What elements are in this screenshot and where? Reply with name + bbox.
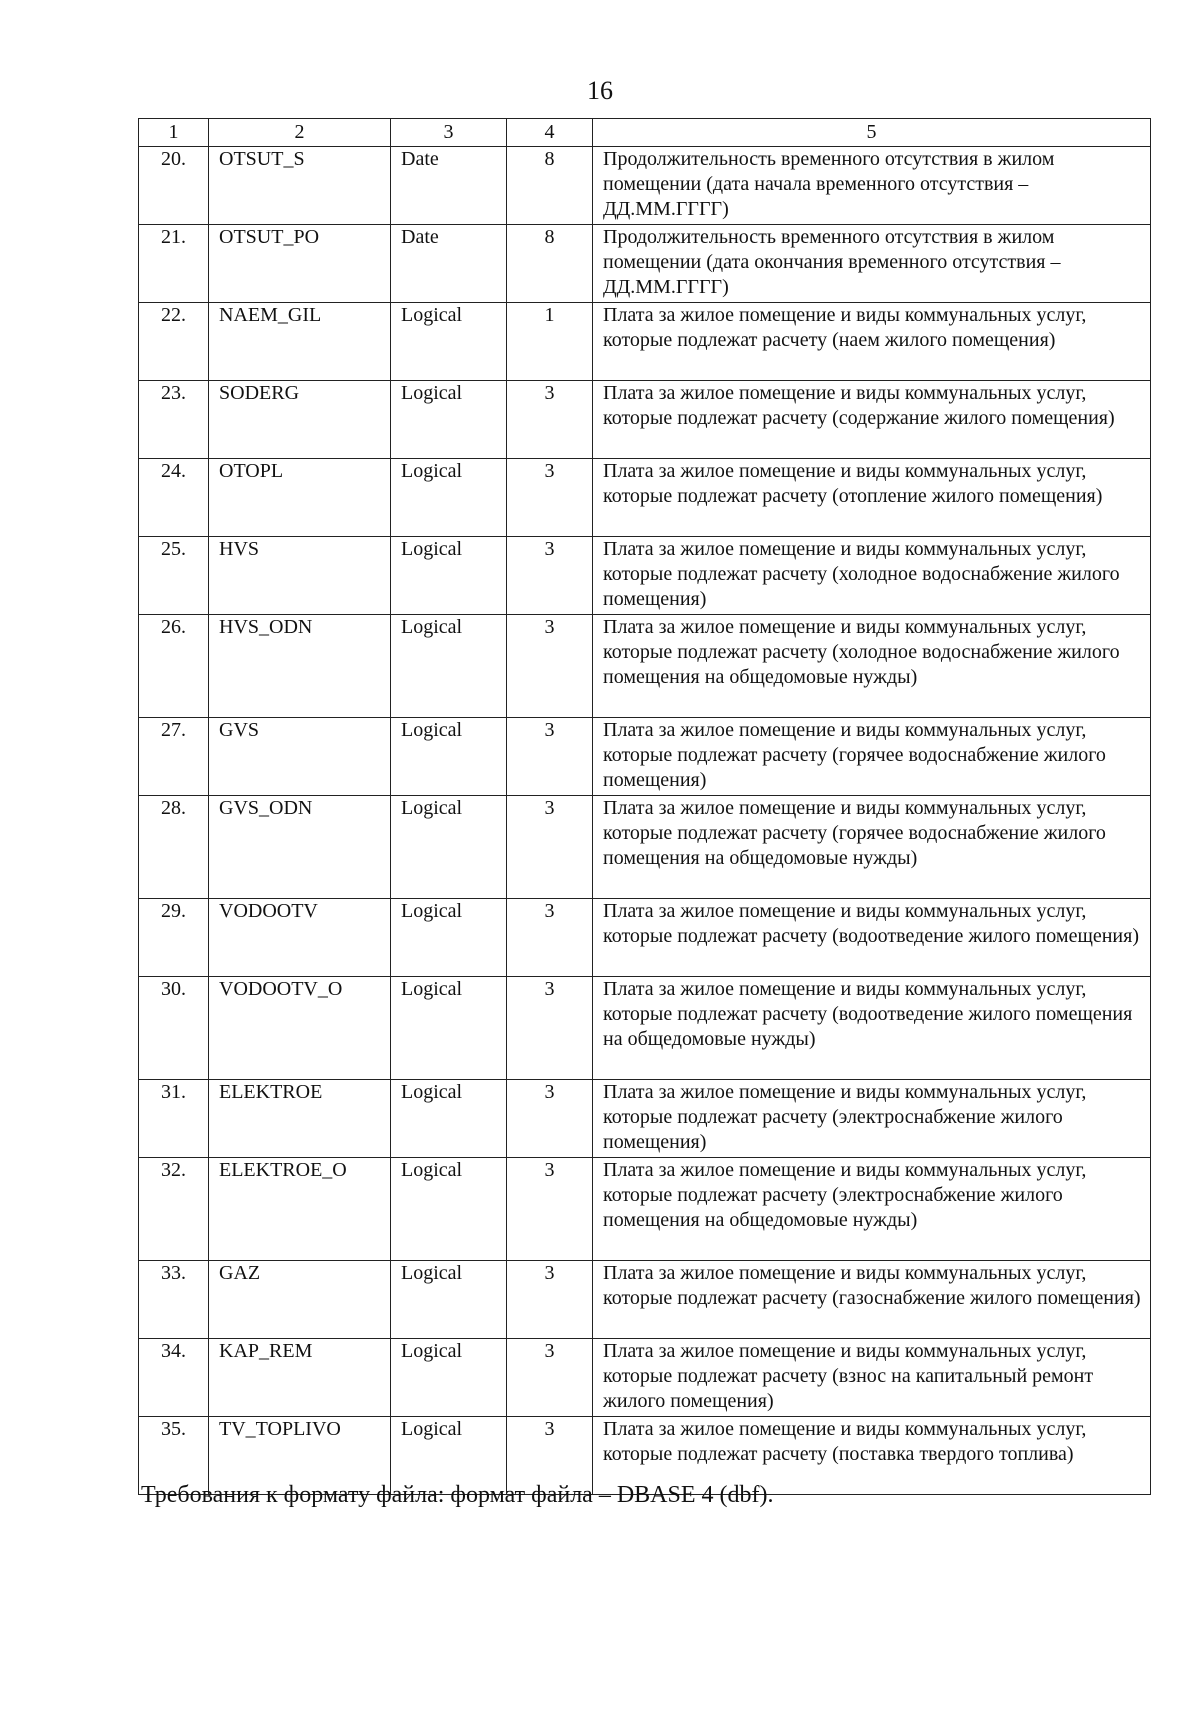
row-number: 33. xyxy=(139,1261,209,1339)
field-description: Плата за жилое помещение и виды коммунальных услуг, которые подлежат расчету (холодное водоснабжение жилого помещения) xyxy=(593,537,1151,615)
field-name: ELEKTROE_O xyxy=(209,1158,391,1261)
field-description: Продолжительность временного отсутствия в жилом помещении (дата окончания временного отсутствия – ДД.ММ.ГГГГ) xyxy=(593,225,1151,303)
field-description: Плата за жилое помещение и виды коммунальных услуг, которые подлежат расчету (водоотведение жилого помещения) xyxy=(593,899,1151,977)
row-number: 20. xyxy=(139,147,209,225)
field-length: 3 xyxy=(507,537,593,615)
field-description: Плата за жилое помещение и виды коммунальных услуг, которые подлежат расчету (водоотведение жилого помещения на общедомовые нужды) xyxy=(593,977,1151,1080)
field-description: Продолжительность временного отсутствия в жилом помещении (дата начала временного отсутствия – ДД.ММ.ГГГГ) xyxy=(593,147,1151,225)
field-description: Плата за жилое помещение и виды коммунальных услуг, которые подлежат расчету (содержание жилого помещения) xyxy=(593,381,1151,459)
field-description: Плата за жилое помещение и виды коммунальных услуг, которые подлежат расчету (горячее водоснабжение жилого помещения на общедомовые нужды) xyxy=(593,796,1151,899)
row-number: 31. xyxy=(139,1080,209,1158)
table-row xyxy=(139,537,1151,615)
field-type: Logical xyxy=(391,1417,507,1495)
column-header-length: 4 xyxy=(507,119,593,147)
row-number: 29. xyxy=(139,899,209,977)
field-name: VODOOTV_O xyxy=(209,977,391,1080)
table-row xyxy=(139,459,1151,537)
field-description: Плата за жилое помещение и виды коммунальных услуг, которые подлежат расчету (наем жилого помещения) xyxy=(593,303,1151,381)
field-name: ELEKTROE xyxy=(209,1080,391,1158)
row-number: 34. xyxy=(139,1339,209,1417)
field-length: 3 xyxy=(507,381,593,459)
field-type: Date xyxy=(391,225,507,303)
field-name: GAZ xyxy=(209,1261,391,1339)
row-number: 30. xyxy=(139,977,209,1080)
row-number: 27. xyxy=(139,718,209,796)
field-type: Logical xyxy=(391,537,507,615)
field-type: Logical xyxy=(391,718,507,796)
field-description: Плата за жилое помещение и виды коммунальных услуг, которые подлежат расчету (газоснабжение жилого помещения) xyxy=(593,1261,1151,1339)
table-row xyxy=(139,1080,1151,1158)
field-name: KAP_REM xyxy=(209,1339,391,1417)
field-length: 3 xyxy=(507,615,593,718)
table-row xyxy=(139,381,1151,459)
row-number: 24. xyxy=(139,459,209,537)
column-header-field-name: 2 xyxy=(209,119,391,147)
field-name: TV_TOPLIVO xyxy=(209,1417,391,1495)
table-row xyxy=(139,977,1151,1080)
field-length: 3 xyxy=(507,1417,593,1495)
field-type: Logical xyxy=(391,1158,507,1261)
row-number: 22. xyxy=(139,303,209,381)
field-description: Плата за жилое помещение и виды коммунальных услуг, которые подлежат расчету (холодное водоснабжение жилого помещения на общедомовые нужды) xyxy=(593,615,1151,718)
field-length: 3 xyxy=(507,977,593,1080)
field-length: 3 xyxy=(507,718,593,796)
row-number: 26. xyxy=(139,615,209,718)
table-row xyxy=(139,147,1151,225)
field-description: Плата за жилое помещение и виды коммунальных услуг, которые подлежат расчету (электроснабжение жилого помещения) xyxy=(593,1080,1151,1158)
field-type: Logical xyxy=(391,381,507,459)
column-header-type: 3 xyxy=(391,119,507,147)
field-name: HVS_ODN xyxy=(209,615,391,718)
table-header-row xyxy=(139,119,1151,147)
field-type: Date xyxy=(391,147,507,225)
field-length: 3 xyxy=(507,1158,593,1261)
file-format-note: Требования к формату файла: формат файла – DBASE 4 (dbf). xyxy=(141,1482,774,1508)
field-name: OTSUT_PO xyxy=(209,225,391,303)
field-name: OTSUT_S xyxy=(209,147,391,225)
field-length: 3 xyxy=(507,1339,593,1417)
table-row xyxy=(139,303,1151,381)
field-description: Плата за жилое помещение и виды коммунальных услуг, которые подлежат расчету (поставка твердого топлива) xyxy=(593,1417,1151,1495)
table-row xyxy=(139,899,1151,977)
table-body xyxy=(139,147,1151,1495)
table-row xyxy=(139,718,1151,796)
page-number: 16 xyxy=(587,76,613,105)
field-name: OTOPL xyxy=(209,459,391,537)
field-type: Logical xyxy=(391,796,507,899)
field-length: 3 xyxy=(507,796,593,899)
field-length: 8 xyxy=(507,225,593,303)
field-description: Плата за жилое помещение и виды коммунальных услуг, которые подлежат расчету (электроснабжение жилого помещения на общедомовые нужды) xyxy=(593,1158,1151,1261)
column-header-number: 1 xyxy=(139,119,209,147)
field-length: 3 xyxy=(507,899,593,977)
field-type: Logical xyxy=(391,459,507,537)
column-header-description: 5 xyxy=(593,119,1151,147)
table-row xyxy=(139,225,1151,303)
row-number: 25. xyxy=(139,537,209,615)
field-type: Logical xyxy=(391,1080,507,1158)
table-row xyxy=(139,1158,1151,1261)
field-description: Плата за жилое помещение и виды коммунальных услуг, которые подлежат расчету (взнос на капитальный ремонт жилого помещения) xyxy=(593,1339,1151,1417)
field-type: Logical xyxy=(391,977,507,1080)
field-type: Logical xyxy=(391,899,507,977)
field-description: Плата за жилое помещение и виды коммунальных услуг, которые подлежат расчету (горячее водоснабжение жилого помещения) xyxy=(593,718,1151,796)
row-number: 35. xyxy=(139,1417,209,1495)
field-type: Logical xyxy=(391,303,507,381)
table-row xyxy=(139,615,1151,718)
field-name: HVS xyxy=(209,537,391,615)
row-number: 21. xyxy=(139,225,209,303)
field-type: Logical xyxy=(391,1339,507,1417)
field-length: 3 xyxy=(507,1261,593,1339)
field-length: 8 xyxy=(507,147,593,225)
field-name: GVS_ODN xyxy=(209,796,391,899)
field-description: Плата за жилое помещение и виды коммунальных услуг, которые подлежат расчету (отопление жилого помещения) xyxy=(593,459,1151,537)
field-type: Logical xyxy=(391,615,507,718)
table-row xyxy=(139,1261,1151,1339)
field-length: 3 xyxy=(507,459,593,537)
field-type: Logical xyxy=(391,1261,507,1339)
table-row xyxy=(139,1339,1151,1417)
field-name: VODOOTV xyxy=(209,899,391,977)
table-row xyxy=(139,796,1151,899)
field-name: NAEM_GIL xyxy=(209,303,391,381)
field-length: 1 xyxy=(507,303,593,381)
row-number: 28. xyxy=(139,796,209,899)
field-spec-table xyxy=(138,118,1151,1495)
row-number: 23. xyxy=(139,381,209,459)
field-length: 3 xyxy=(507,1080,593,1158)
row-number: 32. xyxy=(139,1158,209,1261)
field-name: GVS xyxy=(209,718,391,796)
field-name: SODERG xyxy=(209,381,391,459)
